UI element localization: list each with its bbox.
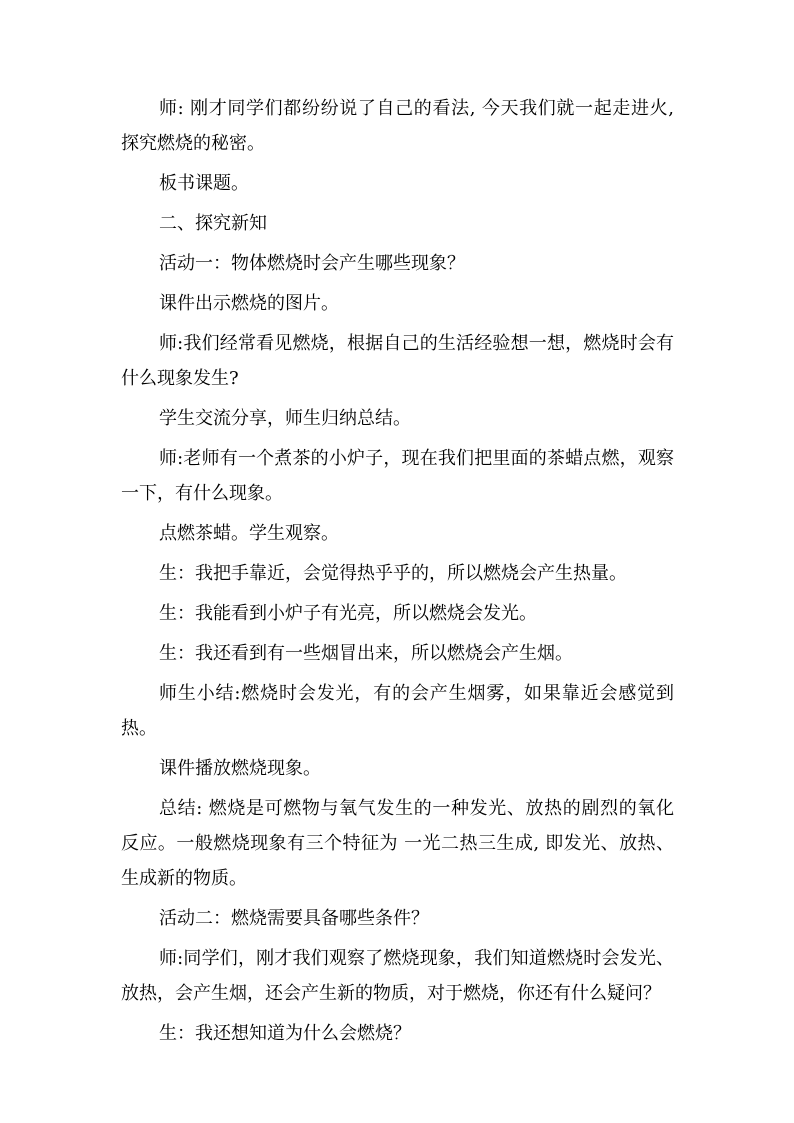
paragraph-board-title: 板书课题。 xyxy=(159,173,249,194)
paragraph-students-share: 学生交流分享，师生归纳总结。 xyxy=(159,408,411,429)
paragraph-student-smoke: 生：我还看到有一些烟冒出来，所以燃烧会产生烟。 xyxy=(159,643,573,664)
activity-two-heading: 活动二：燃烧需要具备哪些条件？ xyxy=(159,908,429,929)
section-heading-explore: 二、探究新知 xyxy=(159,213,267,234)
activity-one-heading: 活动一：物体燃烧时会产生哪些现象？ xyxy=(159,253,465,274)
document-body xyxy=(121,91,674,1051)
paragraph-student-heat: 生：我把手靠近，会觉得热乎乎的，所以燃烧会产生热量。 xyxy=(159,563,627,584)
paragraph-teacher-question: 师:我们经常看见燃烧，根据自己的生活经验想一想，燃烧时会有什么现象发生? xyxy=(121,333,674,389)
paragraph-student-light: 生：我能看到小炉子有光亮，所以燃烧会发光。 xyxy=(159,603,537,624)
paragraph-student-why: 生：我还想知道为什么会燃烧？ xyxy=(159,1023,411,1044)
paragraph-teacher-stove: 师:老师有一个煮茶的小炉子，现在我们把里面的茶蜡点燃，观察一下，有什么现象。 xyxy=(121,448,674,504)
paragraph-teacher-intro: 师: 刚才同学们都纷纷说了自己的看法, 今天我们就一起走进火, 探究燃烧的秘密。 xyxy=(121,98,674,154)
paragraph-light-candle: 点燃茶蜡。学生观察。 xyxy=(159,523,339,544)
paragraph-teacher-followup: 师:同学们，刚才我们观察了燃烧现象，我们知道燃烧时会发光、放热，会产生烟，还会产生新的物质，对于燃烧，你还有什么疑问？ xyxy=(121,948,674,1004)
paragraph-show-pictures: 课件出示燃烧的图片。 xyxy=(159,293,339,314)
paragraph-summary-definition: 总结: 燃烧是可燃物与氧气发生的一种发光、放热的剧烈的氧化反应。一般燃烧现象有三个特征为 一光二热三生成, 即发光、放热、生成新的物质。 xyxy=(121,798,674,889)
paragraph-play-video: 课件播放燃烧现象。 xyxy=(159,758,321,779)
paragraph-summary-short: 师生小结:燃烧时会发光，有的会产生烟雾，如果靠近会感觉到热。 xyxy=(121,683,674,739)
